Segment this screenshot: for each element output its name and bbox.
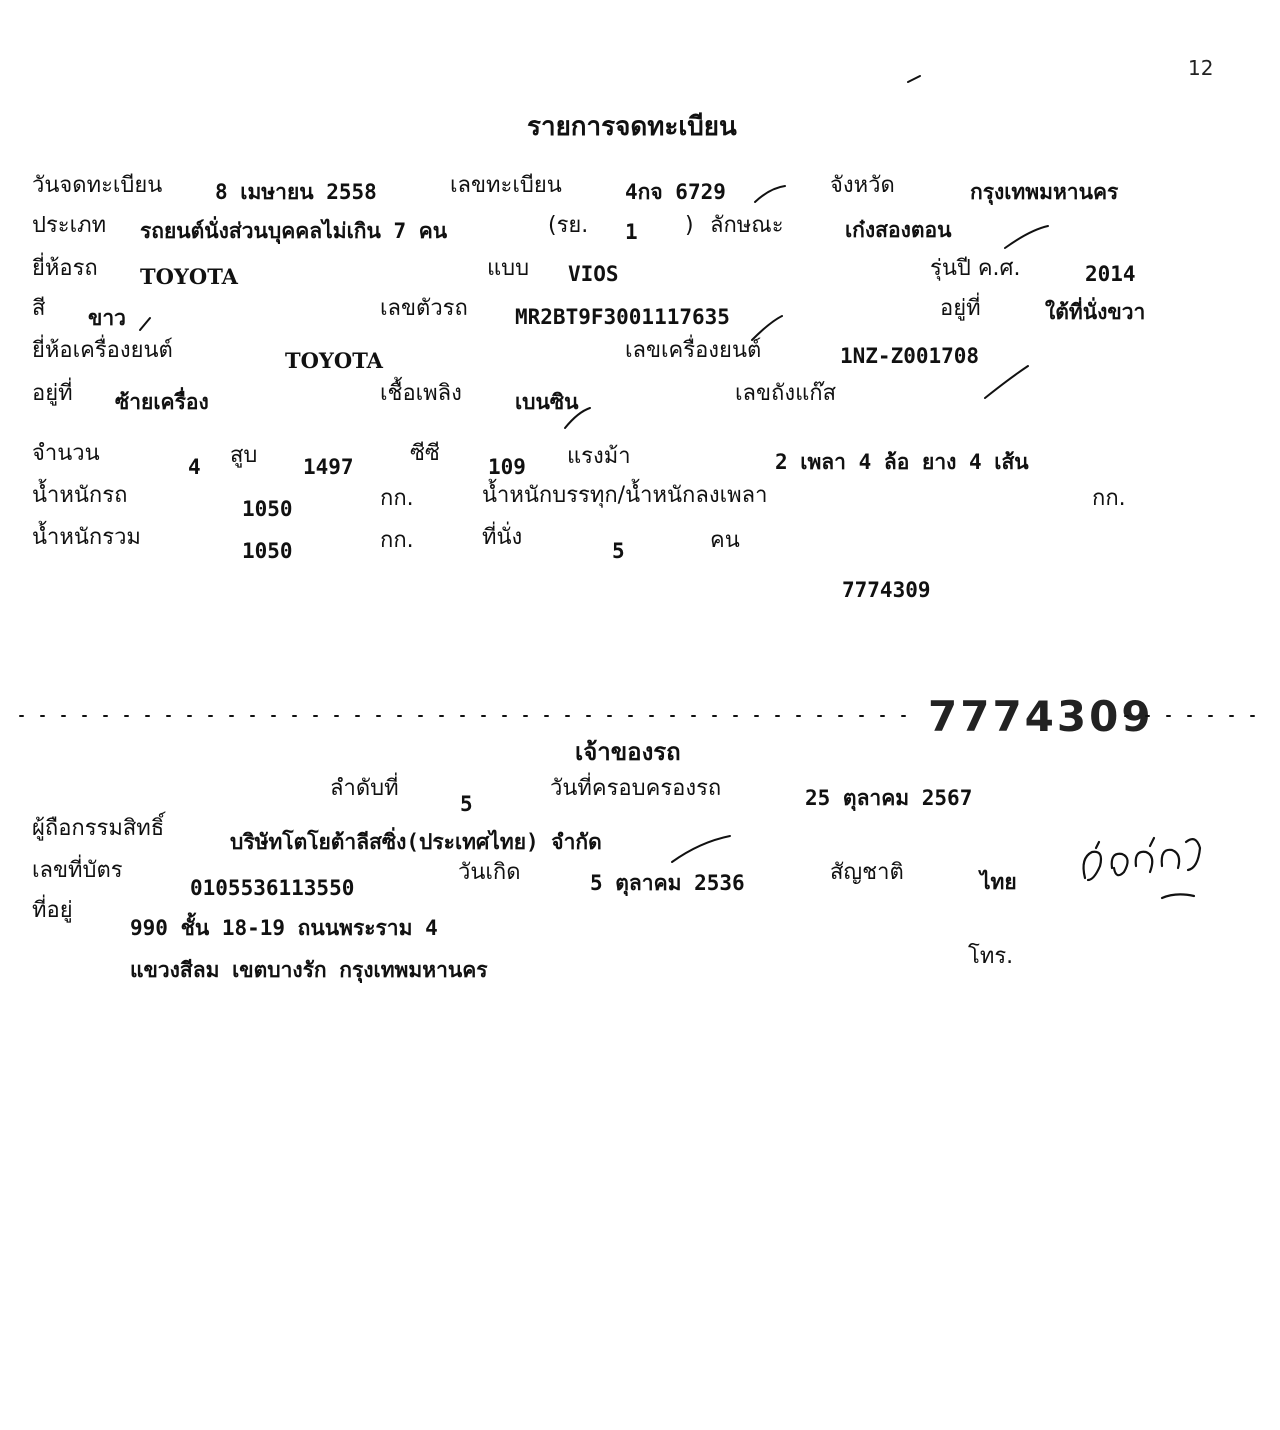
brand-value: TOYOTA xyxy=(140,264,238,289)
reg-date-value: 8 เมษายน 2558 xyxy=(215,180,377,204)
seats-label: ที่นั่ง xyxy=(482,525,523,550)
province-label: จังหวัด xyxy=(830,173,895,198)
tick-mark xyxy=(140,318,150,330)
style-value: เก๋งสองตอน xyxy=(845,218,952,242)
brand-label: ยี่ห้อรถ xyxy=(32,256,98,281)
tick-mark xyxy=(908,76,920,82)
registration-title: รายการจดทะเบียน xyxy=(527,112,737,142)
tick-mark xyxy=(672,836,730,862)
year-label: รุ่นปี ค.ศ. xyxy=(930,256,1021,281)
reg-no-label: เลขทะเบียน xyxy=(450,173,562,198)
gross-value: 1050 xyxy=(242,539,293,563)
vin-label: เลขตัวรถ xyxy=(380,296,468,321)
gas-tank-label: เลขถังแก๊ส xyxy=(735,381,837,406)
ry-value: 1 xyxy=(625,220,638,244)
year-value: 2014 xyxy=(1085,262,1136,286)
id-value: 0105536113550 xyxy=(190,876,355,900)
reg-no-value: 4กจ 6729 xyxy=(625,180,726,204)
cylinders-value: 4 xyxy=(188,455,201,479)
cylinders-unit: สูบ xyxy=(230,443,258,468)
engine-location-value: ซ้ายเครื่อง xyxy=(115,390,209,414)
model-value: VIOS xyxy=(568,262,619,286)
cc-label: ซีซี xyxy=(410,441,440,466)
owner-title: เจ้าของรถ xyxy=(575,738,681,766)
cc-value: 1497 xyxy=(303,455,354,479)
weight-label: น้ำหนักรถ xyxy=(32,483,128,508)
serial-number: 7774309 xyxy=(842,578,931,602)
stamp-number: 7774309 xyxy=(928,692,1154,741)
address-line1: 990 ชั้น 18-19 ถนนพระราม 4 xyxy=(130,916,438,940)
engine-no-label: เลขเครื่องยนต์ xyxy=(625,338,762,363)
weight-value: 1050 xyxy=(242,497,293,521)
tick-mark xyxy=(565,408,590,428)
model-label: แบบ xyxy=(487,256,530,281)
engine-brand-label: ยี่ห้อเครื่องยนต์ xyxy=(32,338,173,363)
ry-open: (รย. xyxy=(548,213,589,238)
color-label: สี xyxy=(32,296,46,321)
seats-value: 5 xyxy=(612,539,625,563)
holder-value: บริษัทโตโยต้าลีสซิ่ง(ประเทศไทย) จำกัด xyxy=(230,830,602,854)
order-value: 5 xyxy=(460,792,473,816)
ry-close: ) xyxy=(685,213,694,238)
engine-no-value: 1NZ-Z001708 xyxy=(840,344,980,368)
reg-date-label: วันจดทะเบียน xyxy=(32,173,163,198)
load-label: น้ำหนักบรรทุก/น้ำหนักลงเพลา xyxy=(482,483,768,508)
gross-unit: กก. xyxy=(380,528,414,553)
seats-unit: คน xyxy=(710,528,740,553)
engine-brand-value: TOYOTA xyxy=(285,348,383,373)
type-value: รถยนต์นั่งส่วนบุคคลไม่เกิน 7 คน xyxy=(140,219,448,243)
address-label: ที่อยู่ xyxy=(32,898,73,923)
fuel-label: เชื้อเพลิง xyxy=(380,381,462,406)
nationality-label: สัญชาติ xyxy=(830,860,904,885)
order-label: ลำดับที่ xyxy=(330,776,399,801)
birth-value: 5 ตุลาคม 2536 xyxy=(590,871,745,895)
engine-location-label: อยู่ที่ xyxy=(32,381,73,406)
gross-label: น้ำหนักรวม xyxy=(32,525,141,550)
tick-mark xyxy=(1005,226,1048,248)
tick-mark xyxy=(985,366,1028,398)
fuel-value: เบนซิน xyxy=(515,390,579,414)
province-value: กรุงเทพมหานคร xyxy=(970,180,1119,204)
phone-label: โทร. xyxy=(968,944,1014,969)
style-label: ลักษณะ xyxy=(710,213,784,238)
nationality-value: ไทย xyxy=(980,870,1017,894)
type-label: ประเภท xyxy=(32,213,107,238)
color-value: ขาว xyxy=(88,306,126,330)
possession-date-label: วันที่ครอบครองรถ xyxy=(550,776,722,801)
address-line2: แขวงสีลม เขตบางรัก กรุงเทพมหานคร xyxy=(130,958,488,982)
tick-mark xyxy=(755,186,785,202)
axles-wheels-value: 2 เพลา 4 ล้อ ยาง 4 เส้น xyxy=(775,450,1029,474)
cylinders-label: จำนวน xyxy=(32,441,100,466)
hp-label: แรงม้า xyxy=(567,444,631,469)
vin-location-value: ใต้ที่นั่งขวา xyxy=(1045,300,1146,324)
signature-mark xyxy=(1084,838,1200,898)
holder-label: ผู้ถือกรรมสิทธิ์ xyxy=(32,816,165,841)
page-number: 12 xyxy=(1188,56,1214,80)
weight-unit: กก. xyxy=(380,486,414,511)
hp-value: 109 xyxy=(488,455,526,479)
load-unit: กก. xyxy=(1092,486,1126,511)
vin-value: MR2BT9F3001117635 xyxy=(515,305,730,329)
birth-label: วันเกิด xyxy=(458,860,521,885)
id-label: เลขที่บัตร xyxy=(32,858,123,883)
tick-mark xyxy=(752,316,782,340)
vin-location-label: อยู่ที่ xyxy=(940,296,981,321)
possession-date-value: 25 ตุลาคม 2567 xyxy=(805,786,973,810)
